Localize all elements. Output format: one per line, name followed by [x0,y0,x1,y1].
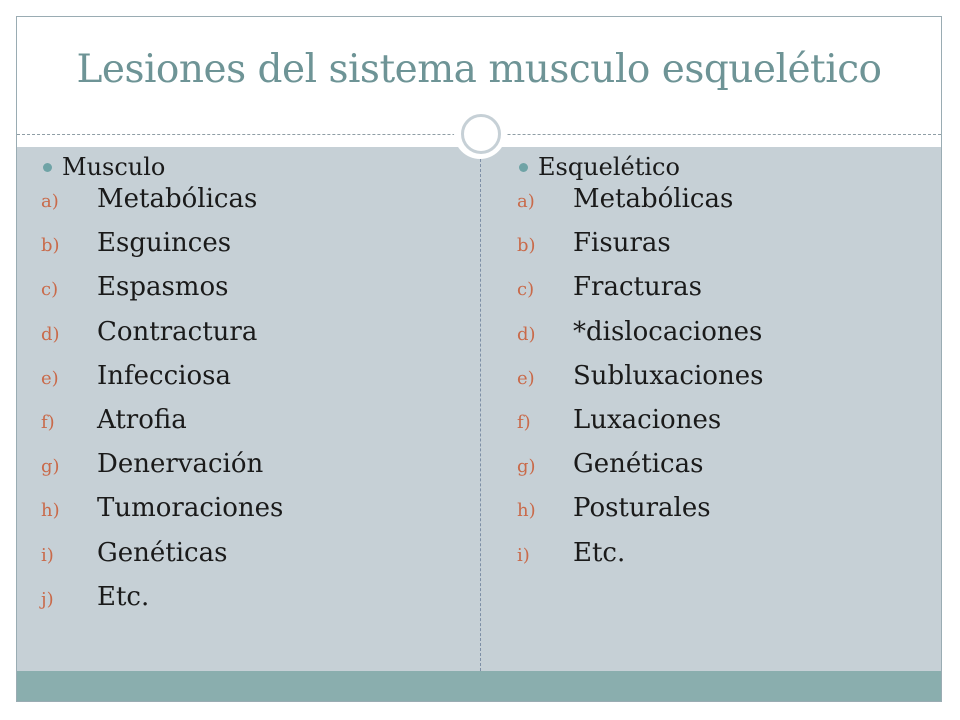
list-item [41,538,283,582]
list-item [41,449,283,493]
list-item-text: Luxaciones [573,404,722,435]
list-marker: h) [517,500,536,522]
list-marker: b) [517,235,536,257]
list-item-text: Metabólicas [573,184,734,214]
list-item [41,228,283,272]
list-item-text: Genéticas [97,537,228,568]
list-item [517,228,763,272]
list-item [517,449,763,493]
list-marker: d) [517,323,536,345]
list-marker: c) [517,279,535,301]
list-item-text: Subluxaciones [573,360,764,391]
list-marker: i) [41,544,54,566]
right-column-heading [517,153,763,181]
left-column [41,153,283,626]
ring-icon [454,107,506,159]
list-item-text: Tumoraciones [97,493,284,524]
right-column [517,153,763,582]
list-marker: f) [517,411,531,433]
list-marker: e) [41,367,59,389]
list-item [517,538,763,582]
list-marker: b) [41,235,60,257]
list-marker: c) [41,279,59,301]
list-marker: a) [517,191,535,212]
list-item-text: Etc. [573,537,626,568]
list-item [517,317,763,361]
list-item [41,317,283,361]
slide-title: Lesiones del sistema musculo esquelético [76,47,882,92]
list-marker: h) [41,500,60,522]
list-item-text: Infecciosa [97,360,231,391]
list-item [517,184,763,228]
footer-band [17,671,941,702]
list-item-text: Genéticas [573,449,704,480]
list-item [517,493,763,537]
bullet-icon [43,163,52,172]
list-marker: i) [517,544,530,566]
list-item-text: Fisuras [573,228,671,259]
left-heading-text: Musculo [62,153,166,181]
list-item [517,361,763,405]
bullet-icon [519,163,528,172]
list-marker: g) [41,456,60,478]
list-marker: g) [517,456,536,478]
list-item-text: Etc. [97,581,150,612]
right-heading-text: Esquelético [538,153,680,181]
list-marker: e) [517,367,535,389]
list-item-text: Metabólicas [97,184,258,214]
list-item-text: Fracturas [573,272,702,303]
list-item-text: Atrofia [97,404,187,435]
list-marker: d) [41,323,60,345]
list-marker: a) [41,191,59,212]
list-item-text: Contractura [97,316,258,347]
list-item-text: Esguinces [97,228,232,259]
list-item [41,272,283,316]
list-item-text: Espasmos [97,272,229,303]
list-item [41,582,283,626]
column-divider [480,159,481,671]
list-item-text: *dislocaciones [573,316,763,347]
list-item [517,272,763,316]
list-item [41,184,283,228]
list-item [41,361,283,405]
list-item-text: Posturales [573,493,711,524]
left-list [41,184,283,626]
list-item-text: Denervación [97,449,264,480]
list-marker: j) [41,588,54,610]
right-list [517,184,763,582]
list-marker: f) [41,411,55,433]
list-item [517,405,763,449]
left-column-heading [41,153,283,181]
slide [16,16,942,702]
list-item [41,405,283,449]
list-item [41,493,283,537]
